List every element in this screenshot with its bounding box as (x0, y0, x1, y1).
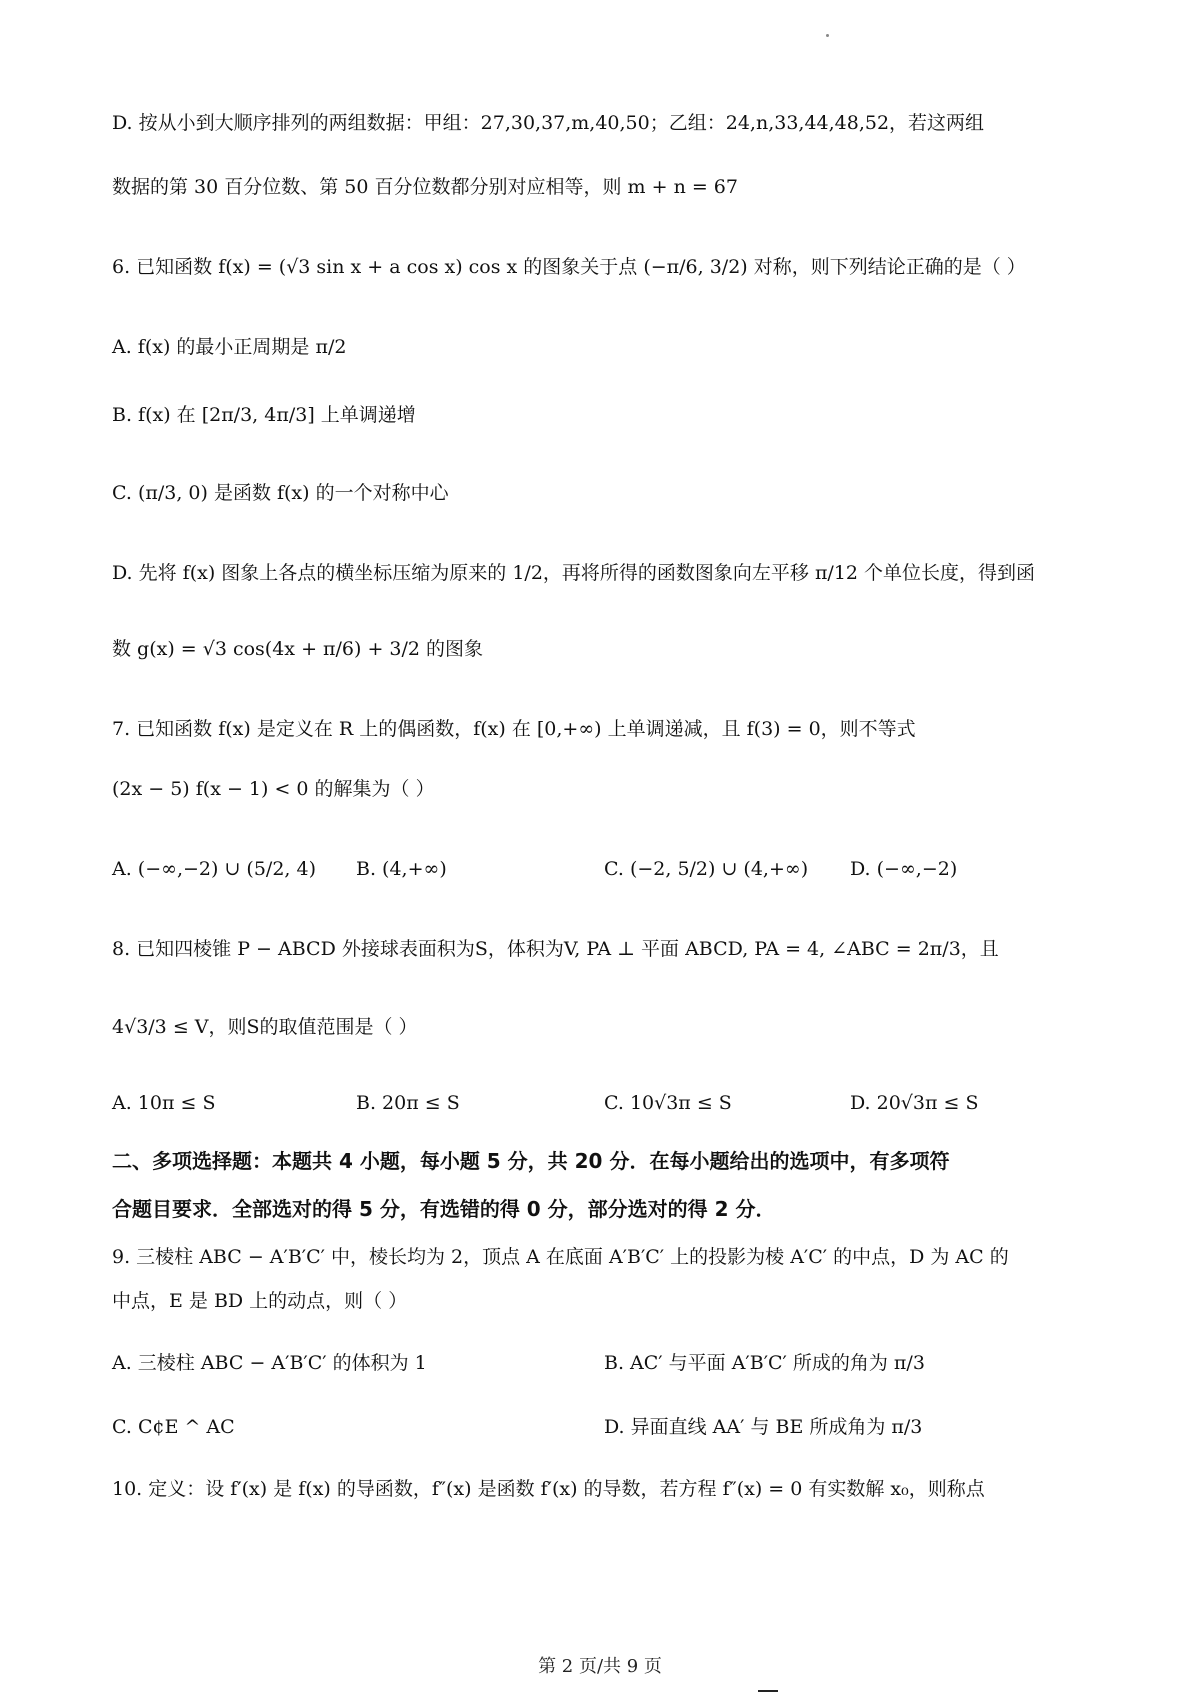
q9-option-b: B. AC′ 与平面 A′B′C′ 所成的角为 π/3 (604, 1352, 925, 1374)
q8-option-d: D. 20√3π ≤ S (850, 1092, 979, 1114)
question-8-line2: 4√3/3 ≤ V，则S的取值范围是（ ） (112, 1016, 418, 1038)
q6-option-d-line1: D. 先将 f(x) 图象上各点的横坐标压缩为原来的 1/2，再将所得的函数图象向左平移 π/12 个单位长度，得到函 (112, 562, 1036, 584)
question-6: 6. 已知函数 f(x) = (√3 sin x + a cos x) cos x 的图象关于点 (−π/6, 3/2) 对称，则下列结论正确的是（ ） (112, 256, 1026, 278)
question-8-line1: 8. 已知四棱锥 P − ABCD 外接球表面积为S，体积为V, PA ⊥ 平面 ABCD, PA = 4, ∠ABC = 2π/3，且 (112, 938, 999, 960)
question-10: 10. 定义：设 f′(x) 是 f(x) 的导函数，f″(x) 是函数 f′(x) 的导数，若方程 f″(x) = 0 有实数解 x₀，则称点 (112, 1478, 985, 1500)
question-7-line2: (2x − 5) f(x − 1) < 0 的解集为（ ） (112, 778, 435, 800)
q9-option-c: C. C¢E ^ AC (112, 1416, 235, 1438)
question-9-line1: 9. 三棱柱 ABC − A′B′C′ 中，棱长均为 2，顶点 A 在底面 A′B′C′ 上的投影为棱 A′C′ 的中点，D 为 AC 的 (112, 1246, 1009, 1268)
q6-option-b: B. f(x) 在 [2π/3, 4π/3] 上单调递增 (112, 404, 416, 426)
q8-option-b: B. 20π ≤ S (356, 1092, 460, 1114)
q7-option-a: A. (−∞,−2) ∪ (5/2, 4) (112, 858, 316, 880)
question-9-line2: 中点，E 是 BD 上的动点，则（ ） (112, 1290, 408, 1312)
q6-option-a: A. f(x) 的最小正周期是 π/2 (112, 336, 347, 358)
question-7-line1: 7. 已知函数 f(x) 是定义在 R 上的偶函数，f(x) 在 [0,+∞) 上单调递减，且 f(3) = 0，则不等式 (112, 718, 916, 740)
q9-option-d: D. 异面直线 AA′ 与 BE 所成角为 π/3 (604, 1416, 923, 1438)
q8-option-a: A. 10π ≤ S (112, 1092, 216, 1114)
q5-option-d-line1: D. 按从小到大顺序排列的两组数据：甲组：27,30,37,m,40,50；乙组：24,n,33,44,48,52，若这两组 (112, 112, 985, 134)
q7-option-d: D. (−∞,−2) (850, 858, 958, 880)
q5-option-d-line2: 数据的第 30 百分位数、第 50 百分位数都分别对应相等，则 m + n = 67 (112, 176, 738, 198)
q6-option-d-line2: 数 g(x) = √3 cos(4x + π/6) + 3/2 的图象 (112, 638, 484, 660)
scan-speck (826, 34, 829, 37)
q7-option-b: B. (4,+∞) (356, 858, 447, 880)
q8-option-c: C. 10√3π ≤ S (604, 1092, 732, 1114)
q6-option-c: C. (π/3, 0) 是函数 f(x) 的一个对称中心 (112, 482, 449, 504)
q9-option-a: A. 三棱柱 ABC − A′B′C′ 的体积为 1 (112, 1352, 427, 1374)
q7-option-c: C. (−2, 5/2) ∪ (4,+∞) (604, 858, 809, 880)
page-footer: 第 2 页/共 9 页 (538, 1656, 662, 1677)
section-2-heading-line1: 二、多项选择题：本题共 4 小题，每小题 5 分，共 20 分．在每小题给出的选项中，有多项符 (112, 1149, 950, 1173)
section-2-heading-line2: 合题目要求．全部选对的得 5 分，有选错的得 0 分，部分选对的得 2 分． (112, 1197, 776, 1221)
scan-mark (758, 1690, 778, 1692)
